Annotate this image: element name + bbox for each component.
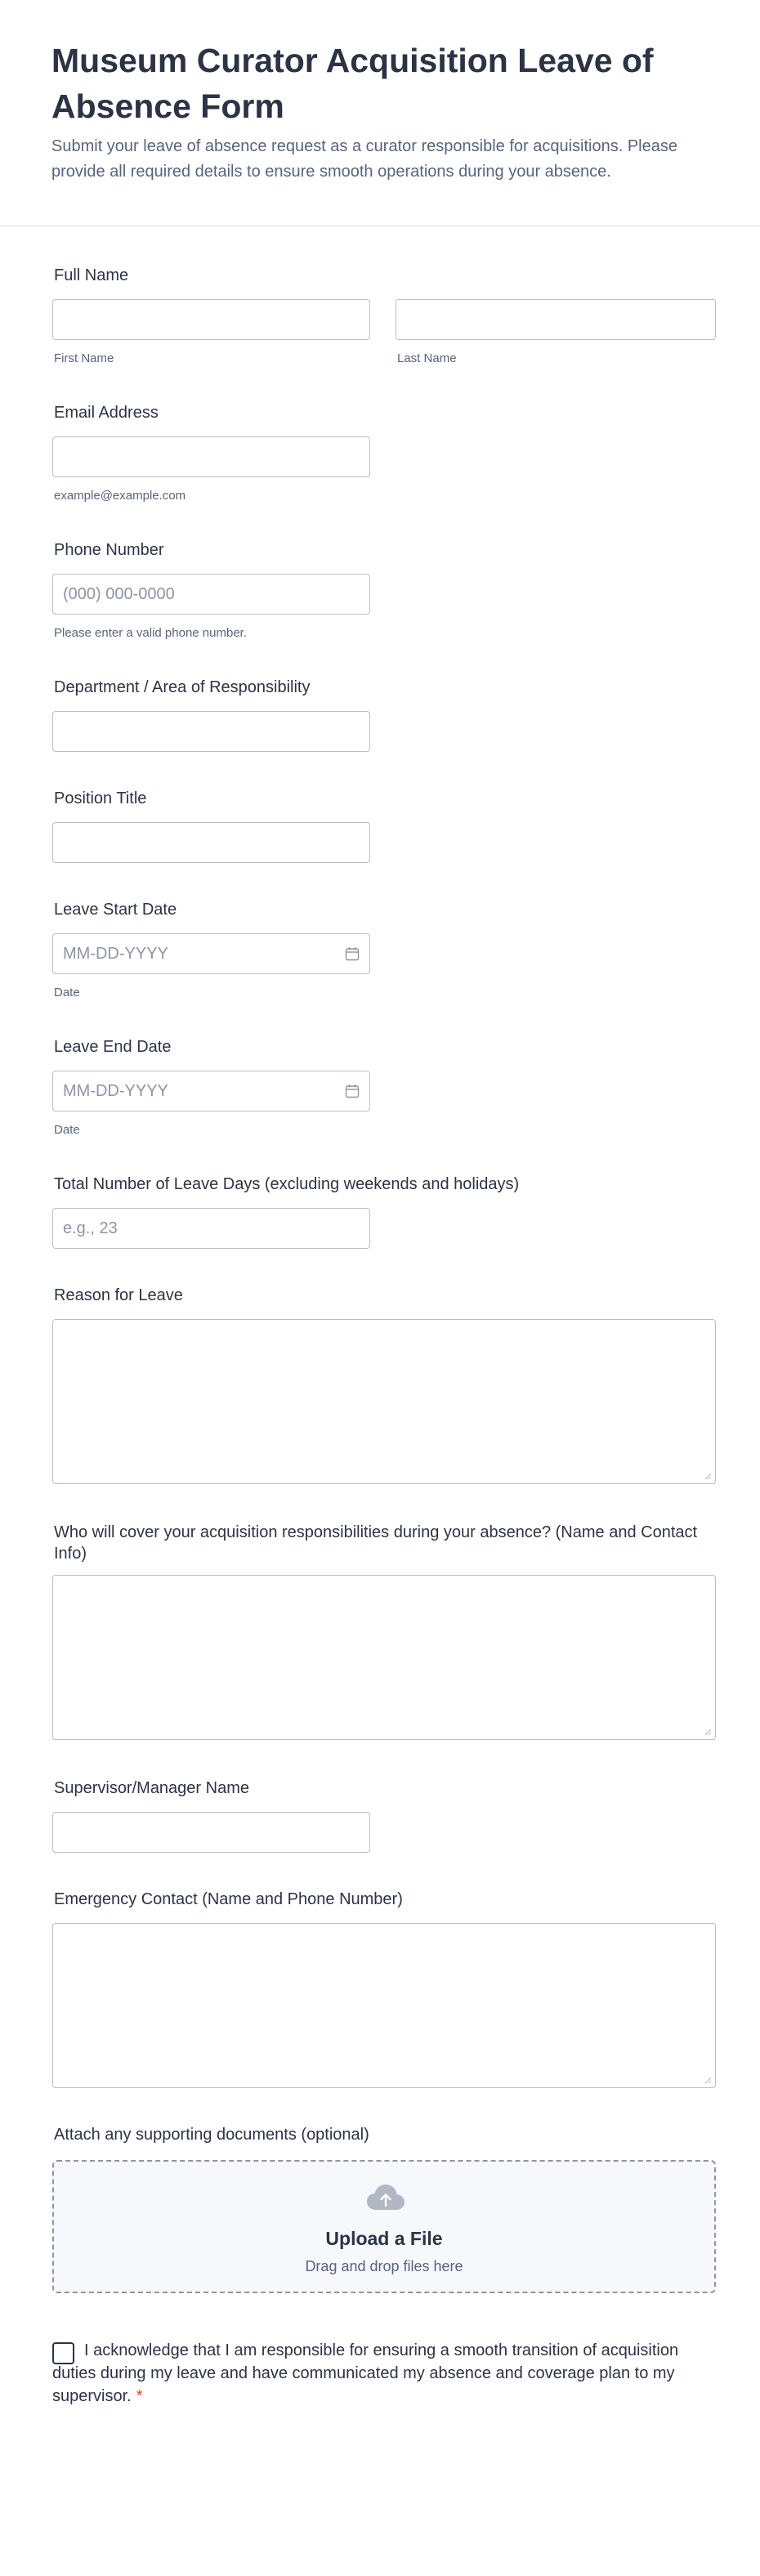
leave-end-label: Leave End Date bbox=[54, 1038, 172, 1056]
required-mark: * bbox=[136, 2387, 143, 2405]
phone-sublabel: Please enter a valid phone number. bbox=[54, 626, 247, 640]
calendar-icon[interactable] bbox=[345, 1084, 360, 1098]
first-name-sublabel: First Name bbox=[54, 351, 114, 365]
acknowledge-label bbox=[52, 2339, 706, 2408]
email-sublabel: example@example.com bbox=[54, 489, 186, 503]
leave-end-sublabel: Date bbox=[54, 1123, 80, 1137]
supervisor-input[interactable] bbox=[52, 1812, 370, 1853]
coverage-label: Who will cover your acquisition responsibilities during your absence? (Name and Contact Info) bbox=[54, 1523, 698, 1563]
attachments-label: Attach any supporting documents (optional) bbox=[54, 2126, 369, 2144]
form-title: Museum Curator Acquisition Leave of Absence Form bbox=[51, 42, 654, 125]
position-input[interactable] bbox=[52, 822, 370, 863]
first-name-input[interactable] bbox=[52, 299, 370, 340]
reason-textarea[interactable] bbox=[52, 1319, 716, 1484]
upload-subtitle: Drag and drop files here bbox=[305, 2258, 463, 2274]
leave-start-input[interactable] bbox=[52, 933, 370, 974]
phone-placeholder: (000) 000-0000 bbox=[63, 585, 175, 603]
leave-start-sublabel: Date bbox=[54, 986, 80, 1000]
full-name-label: Full Name bbox=[54, 266, 129, 284]
resize-grip-icon[interactable] bbox=[704, 2077, 712, 2084]
file-upload-dropzone[interactable] bbox=[52, 2160, 716, 2293]
leave-start-label: Leave Start Date bbox=[54, 901, 177, 919]
form-header bbox=[0, 0, 760, 226]
department-input[interactable] bbox=[52, 711, 370, 752]
resize-grip-icon[interactable] bbox=[704, 1729, 712, 1736]
emergency-textarea[interactable] bbox=[52, 1923, 716, 2088]
leave-end-input[interactable] bbox=[52, 1071, 370, 1111]
cloud-upload-icon bbox=[366, 2183, 405, 2212]
phone-label: Phone Number bbox=[54, 541, 164, 559]
phone-input[interactable] bbox=[52, 574, 370, 615]
emergency-label: Emergency Contact (Name and Phone Number) bbox=[54, 1890, 403, 1908]
acknowledge-text: I acknowledge that I am responsible for ensuring a smooth transition of acquisition duties during my leave and have communicated my absence and coverage plan to my supervisor. bbox=[52, 2341, 679, 2405]
upload-title: Upload a File bbox=[325, 2228, 443, 2249]
resize-grip-icon[interactable] bbox=[704, 1473, 712, 1480]
coverage-textarea[interactable] bbox=[52, 1575, 716, 1740]
email-label: Email Address bbox=[54, 404, 159, 422]
calendar-icon[interactable] bbox=[345, 946, 360, 961]
reason-label: Reason for Leave bbox=[54, 1286, 183, 1304]
last-name-input[interactable] bbox=[396, 299, 716, 340]
position-label: Position Title bbox=[54, 789, 147, 807]
total-days-label: Total Number of Leave Days (excluding weekends and holidays) bbox=[54, 1175, 520, 1193]
leave-end-placeholder: MM-DD-YYYY bbox=[63, 1082, 168, 1100]
supervisor-label: Supervisor/Manager Name bbox=[54, 1779, 249, 1797]
department-label: Department / Area of Responsibility bbox=[54, 678, 311, 696]
total-days-input[interactable] bbox=[52, 1208, 370, 1249]
form-subtitle: Submit your leave of absence request as a curator responsible for acquisitions. Please provide all required details to ensure smooth operations during your absence. bbox=[51, 137, 677, 181]
total-days-placeholder: e.g., 23 bbox=[63, 1219, 118, 1237]
email-input[interactable] bbox=[52, 436, 370, 477]
leave-start-placeholder: MM-DD-YYYY bbox=[63, 945, 168, 963]
last-name-sublabel: Last Name bbox=[397, 351, 457, 365]
